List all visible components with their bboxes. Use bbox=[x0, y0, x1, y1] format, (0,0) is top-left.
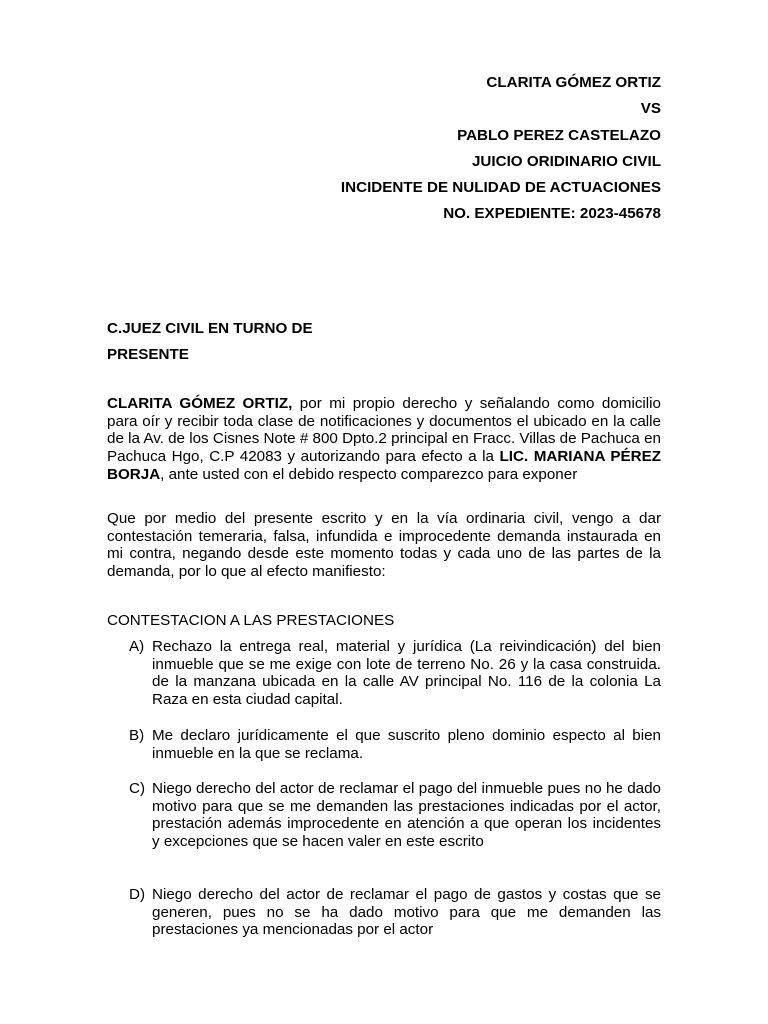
answer-paragraph: Que por medio del presente escrito y en la vía ordinaria civil, vengo a dar contestación temeraria, falsa, infundida e improcedente demanda instaurada en mi contra, negando desde este momento todas y cada uno de las partes de la demanda, por lo que al efecto manifiesto: bbox=[107, 510, 661, 581]
present-label: PRESENTE bbox=[107, 346, 189, 363]
list-item bbox=[107, 638, 661, 709]
list-item-text: Niego derecho del actor de reclamar el pago de gastos y costas que se generen, pues no se ha dado motivo para que me demanden las prestaciones ya mencionadas por el actor bbox=[152, 886, 661, 939]
list-item-letter: A) bbox=[129, 638, 145, 655]
intro-paragraph bbox=[107, 395, 661, 484]
plaintiff-name: CLARITA GÓMEZ ORTIZ bbox=[486, 74, 661, 91]
intro-text-2: , ante usted con el debido respecto comparezco para exponer bbox=[160, 465, 578, 483]
list-item-letter: B) bbox=[129, 727, 145, 744]
lawyer-name: LIC. MARIANA PÉREZ BORJA bbox=[107, 448, 661, 483]
case-number: NO. EXPEDIENTE: 2023-45678 bbox=[443, 205, 661, 223]
section-title: CONTESTACION A LAS PRESTACIONES bbox=[107, 612, 395, 629]
list-item-text: Me declaro jurídicamente el que suscrito pleno dominio especto al bien inmueble en la que se reclama. bbox=[152, 727, 661, 762]
list-item-letter: D) bbox=[129, 886, 146, 903]
intro-text-1: por mi propio derecho y señalando como domicilio para oír y recibir toda clase de notificaciones y documentos el ubicado en la calle de la Av. de los Cisnes Note # 800 Dpto.2 principal en Fracc. Villas de Pachuca en Pachuca Hgo, C.P 42083 y autorizando para efecto a la bbox=[107, 395, 661, 466]
versus-label: VS bbox=[640, 100, 661, 118]
defendant-name: PABLO PEREZ CASTELAZO bbox=[457, 126, 661, 144]
judge-addressee: C.JUEZ CIVIL EN TURNO DE bbox=[107, 320, 313, 337]
case-header bbox=[341, 70, 661, 228]
list-item-text: Niego derecho del actor de reclamar el pago del inmueble pues no he dado motivo para que se me demanden las prestaciones indicadas por el actor, prestación además improcedente en atención a que operan los incidentes y excepciones que se hacen valer en este escrito bbox=[152, 780, 661, 851]
list-item bbox=[107, 780, 661, 851]
addressee-block bbox=[107, 316, 313, 368]
list-item-text: Rechazo la entrega real, material y jurídica (La reivindicación) del bien inmueble que se me exige con lote de terreno No. 26 y la casa construida. de la manzana ubicada en la calle AV principal No. 116 de la colonia La Raza en esta ciudad capital. bbox=[152, 638, 661, 709]
list-item-letter: C) bbox=[129, 780, 146, 797]
incident-title: INCIDENTE DE NULIDAD DE ACTUACIONES bbox=[340, 179, 661, 197]
list-item bbox=[107, 727, 661, 762]
list-item bbox=[107, 886, 661, 939]
trial-type: JUICIO ORIDINARIO CIVIL bbox=[471, 152, 661, 170]
appellant-name: CLARITA GÓMEZ ORTIZ, bbox=[107, 395, 293, 412]
